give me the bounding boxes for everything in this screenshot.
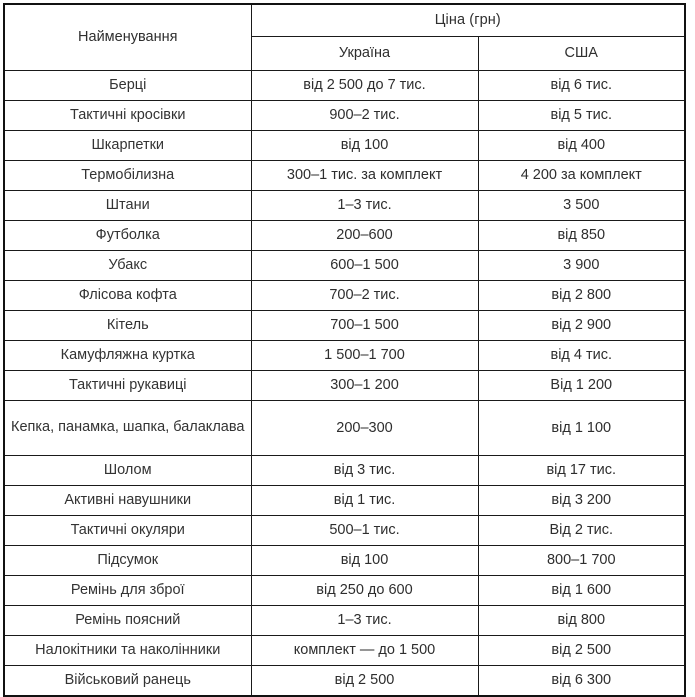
cell-price-usa: від 1 600: [478, 576, 685, 606]
table-row: [4, 666, 685, 696]
cell-price-ukraine: 700–2 тис.: [251, 281, 478, 311]
cell-price-usa: 4 200 за комплект: [478, 161, 685, 191]
cell-item-name: Військовий ранець: [4, 666, 251, 696]
cell-price-usa: від 2 900: [478, 311, 685, 341]
cell-item-name: Тактичні кросівки: [4, 101, 251, 131]
table-row: [4, 71, 685, 101]
column-header-usa: США: [478, 37, 685, 71]
cell-price-ukraine: 200–600: [251, 221, 478, 251]
cell-price-ukraine: від 250 до 600: [251, 576, 478, 606]
cell-item-name: Налокітники та наколінники: [4, 636, 251, 666]
cell-price-usa: від 2 500: [478, 636, 685, 666]
cell-item-name: Тактичні рукавиці: [4, 371, 251, 401]
cell-item-name: Штани: [4, 191, 251, 221]
cell-price-ukraine: 300–1 200: [251, 371, 478, 401]
cell-item-name: Підсумок: [4, 546, 251, 576]
cell-item-name: Ремінь поясний: [4, 606, 251, 636]
cell-price-usa: Від 2 тис.: [478, 516, 685, 546]
cell-price-ukraine: від 100: [251, 131, 478, 161]
column-header-ukraine: Україна: [251, 37, 478, 71]
cell-price-usa: 3 500: [478, 191, 685, 221]
cell-item-name: Футболка: [4, 221, 251, 251]
cell-price-usa: від 800: [478, 606, 685, 636]
column-header-name: Найменування: [4, 4, 251, 71]
cell-price-usa: від 17 тис.: [478, 456, 685, 486]
table-row: [4, 101, 685, 131]
column-header-price-group: Ціна (грн): [251, 4, 685, 37]
table-row: [4, 576, 685, 606]
cell-price-ukraine: від 2 500 до 7 тис.: [251, 71, 478, 101]
cell-price-usa: від 1 100: [478, 401, 685, 456]
cell-item-name: Убакс: [4, 251, 251, 281]
table-row: [4, 281, 685, 311]
table-body: [4, 71, 685, 696]
cell-price-usa: від 2 800: [478, 281, 685, 311]
cell-price-ukraine: від 100: [251, 546, 478, 576]
cell-price-ukraine: 200–300: [251, 401, 478, 456]
cell-price-ukraine: від 3 тис.: [251, 456, 478, 486]
cell-price-usa: від 5 тис.: [478, 101, 685, 131]
cell-price-ukraine: 900–2 тис.: [251, 101, 478, 131]
cell-price-usa: 800–1 700: [478, 546, 685, 576]
table-row: [4, 341, 685, 371]
cell-price-usa: від 3 200: [478, 486, 685, 516]
cell-price-usa: 3 900: [478, 251, 685, 281]
cell-price-usa: від 850: [478, 221, 685, 251]
cell-item-name: Кепка, панамка, шапка, балаклава: [4, 401, 251, 456]
table-row: [4, 516, 685, 546]
table-row: [4, 371, 685, 401]
table-row: [4, 191, 685, 221]
table-row: [4, 456, 685, 486]
cell-item-name: Флісова кофта: [4, 281, 251, 311]
equipment-price-table: [3, 3, 686, 697]
cell-price-ukraine: від 2 500: [251, 666, 478, 696]
cell-item-name: Активні навушники: [4, 486, 251, 516]
table-row: [4, 606, 685, 636]
cell-price-ukraine: від 1 тис.: [251, 486, 478, 516]
cell-price-ukraine: 500–1 тис.: [251, 516, 478, 546]
header-row-price-group: [4, 4, 685, 37]
table-row: [4, 636, 685, 666]
cell-item-name: Тактичні окуляри: [4, 516, 251, 546]
table-header: [4, 4, 685, 71]
cell-price-ukraine: 300–1 тис. за комплект: [251, 161, 478, 191]
cell-item-name: Камуфляжна куртка: [4, 341, 251, 371]
cell-price-usa: від 6 тис.: [478, 71, 685, 101]
cell-item-name: Шкарпетки: [4, 131, 251, 161]
cell-price-usa: від 400: [478, 131, 685, 161]
cell-price-ukraine: 600–1 500: [251, 251, 478, 281]
cell-price-usa: Від 1 200: [478, 371, 685, 401]
cell-price-ukraine: 1 500–1 700: [251, 341, 478, 371]
table-row: [4, 161, 685, 191]
cell-price-ukraine: 700–1 500: [251, 311, 478, 341]
cell-item-name: Термобілизна: [4, 161, 251, 191]
table-row: [4, 251, 685, 281]
table-row: [4, 131, 685, 161]
cell-item-name: Ремінь для зброї: [4, 576, 251, 606]
table-row: [4, 401, 685, 456]
cell-price-ukraine: комплект — до 1 500: [251, 636, 478, 666]
table-row: [4, 486, 685, 516]
table-row: [4, 221, 685, 251]
table-row: [4, 546, 685, 576]
cell-item-name: Кітель: [4, 311, 251, 341]
cell-item-name: Берці: [4, 71, 251, 101]
table-row: [4, 311, 685, 341]
cell-price-ukraine: 1–3 тис.: [251, 606, 478, 636]
cell-item-name: Шолом: [4, 456, 251, 486]
cell-price-usa: від 4 тис.: [478, 341, 685, 371]
cell-price-ukraine: 1–3 тис.: [251, 191, 478, 221]
cell-price-usa: від 6 300: [478, 666, 685, 696]
